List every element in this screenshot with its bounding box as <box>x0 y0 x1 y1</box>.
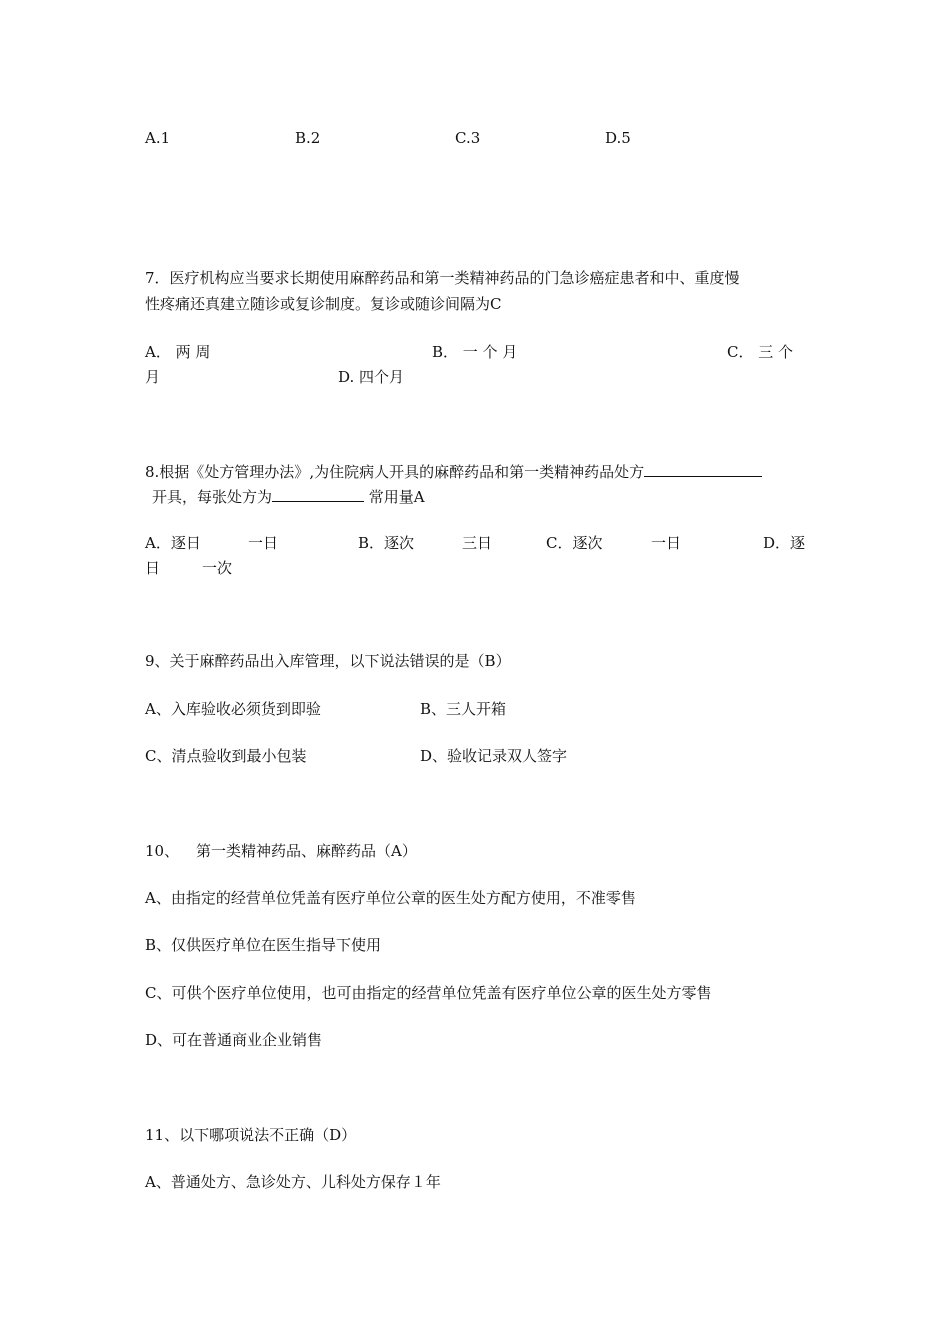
q10-option-c: C、可供个医疗单位使用，也可由指定的经营单位凭盖有医疗单位公章的医生处方零售 <box>145 984 712 1002</box>
q9-option-d: D、验收记录双人签字 <box>420 747 568 765</box>
q7-option-b: B． 一 个 月 <box>432 343 518 361</box>
q7-stem-line2: 性疼痛还真建立随诊或复诊制度。复诊或随诊间隔为C <box>145 295 502 313</box>
q8-option-c-part1: C．逐次 <box>546 534 603 552</box>
q6-option-b: B.2 <box>295 129 321 147</box>
q8-stem-text2: 开具，每张处方为 <box>152 488 273 506</box>
q7-option-c-part1: C． 三 个 <box>727 343 794 361</box>
q10-number: 10、 <box>145 842 180 860</box>
q11-stem: 11、以下哪项说法不正确（D） <box>145 1126 357 1144</box>
q10-option-d: D、可在普通商业企业销售 <box>145 1031 323 1049</box>
q8-stem-text3: 常用量A <box>368 488 425 506</box>
q8-option-d-part3: 一次 <box>202 559 233 577</box>
q7-option-a: A． 两 周 <box>145 343 211 361</box>
q7-option-c-part2: 月 <box>145 368 161 386</box>
q7-option-d: D. 四个月 <box>338 368 405 386</box>
q11-option-a: A、普通处方、急诊处方、儿科处方保存１年 <box>145 1173 441 1191</box>
q9-stem: 9、关于麻醉药品出入库管理，以下说法错误的是（B） <box>145 652 511 670</box>
q8-stem-line2 <box>152 485 425 507</box>
q8-option-c-part2: 一日 <box>651 534 682 552</box>
q8-blank-1 <box>644 460 762 477</box>
q9-option-b: B、三人开箱 <box>420 700 507 718</box>
q7-stem-line1: 7．医疗机构应当要求长期使用麻醉药品和第一类精神药品的门急诊癌症患者和中、重度慢 <box>145 269 740 287</box>
q6-option-c: C.3 <box>455 129 481 147</box>
q8-option-b-part1: B．逐次 <box>358 534 415 552</box>
q8-stem-text1: 8.根据《处方管理办法》,为住院病人开具的麻醉药品和第一类精神药品处方 <box>145 463 645 481</box>
q6-option-d: D.5 <box>605 129 631 147</box>
q9-option-c: C、清点验收到最小包装 <box>145 747 307 765</box>
q10-option-a: A、由指定的经营单位凭盖有医疗单位公章的医生处方配方使用，不准零售 <box>145 889 636 907</box>
q9-option-a: A、入库验收必须货到即验 <box>145 700 321 718</box>
q8-blank-2 <box>272 485 364 502</box>
q8-option-b-part2: 三日 <box>462 534 493 552</box>
q10-option-b: B、仅供医疗单位在医生指导下使用 <box>145 936 382 954</box>
q6-option-a: A.1 <box>145 129 171 147</box>
q8-option-d-part1: D．逐 <box>763 534 806 552</box>
q8-option-a-part2: 一日 <box>248 534 279 552</box>
q10-stem: 第一类精神药品、麻醉药品（A） <box>196 842 417 860</box>
q8-option-d-part2: 日 <box>145 559 161 577</box>
q8-option-a-part1: A．逐日 <box>145 534 201 552</box>
q8-stem-line1 <box>145 460 762 482</box>
